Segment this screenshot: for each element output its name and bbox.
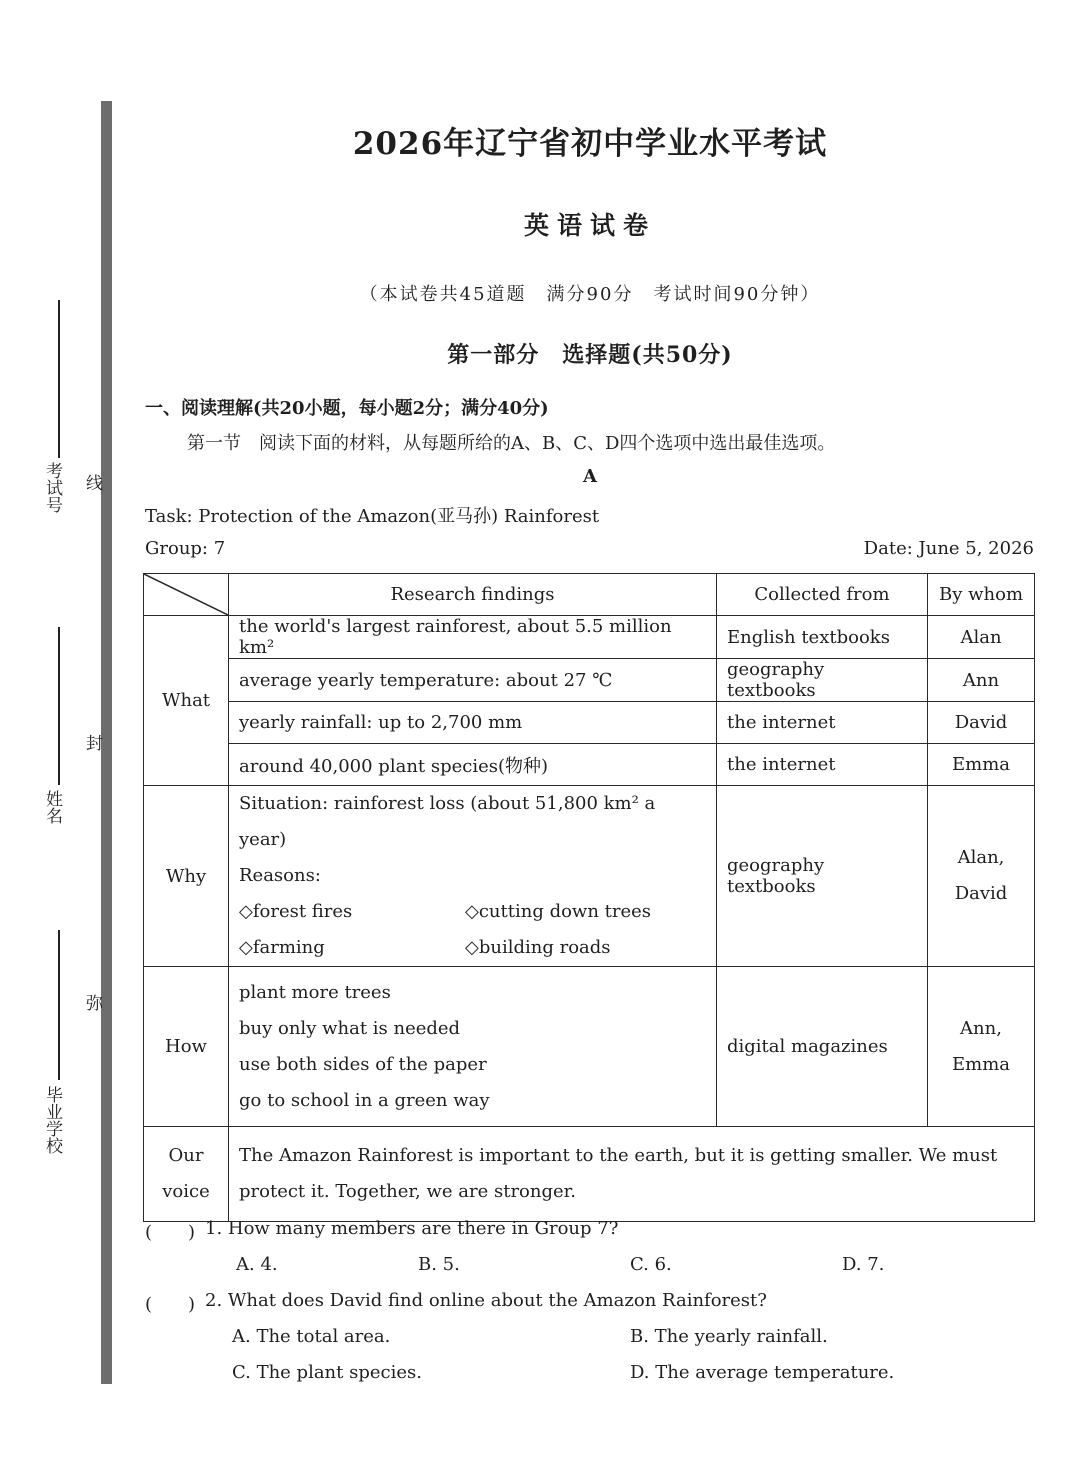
how-row: [144, 967, 1035, 1127]
option-a[interactable]: A. 4.: [236, 1254, 278, 1275]
section-instruction: 第一节 阅读下面的材料，从每题所给的A、B、C、D四个选项中选出最佳选项。: [187, 433, 836, 454]
table-row: [144, 702, 1035, 744]
school-line: [58, 930, 60, 1080]
seal-mi-char: 弥: [82, 994, 102, 1011]
who-name: Emma: [951, 1053, 1010, 1075]
group-label: Group: 7: [145, 538, 226, 559]
question-1-text: 1. How many members are there in Group 7?: [205, 1218, 619, 1239]
source-cell: the internet: [717, 744, 928, 786]
how-item: use both sides of the paper: [239, 1053, 487, 1075]
diagonal-corner-cell: [144, 574, 229, 616]
passage-label: A: [583, 466, 597, 487]
finding-cell: the world's largest rainforest, about 5.5 million km²: [229, 616, 717, 659]
who-cell: Alan: [928, 616, 1035, 659]
who-cell: [928, 967, 1035, 1127]
source-cell: the internet: [717, 702, 928, 744]
what-label: What: [144, 616, 229, 786]
voice-label-line: voice: [162, 1181, 210, 1202]
question-1-blank[interactable]: ( ): [145, 1222, 196, 1243]
table-row: [144, 744, 1035, 786]
source-cell: geography textbooks: [717, 659, 928, 702]
why-findings-cell: [229, 786, 717, 967]
header-findings: Research findings: [229, 574, 717, 616]
who-cell: Emma: [928, 744, 1035, 786]
how-item: plant more trees: [239, 981, 391, 1003]
who-name: Alan,: [957, 847, 1005, 868]
how-item: go to school in a green way: [239, 1089, 490, 1111]
reason-item: ◇cutting down trees: [465, 901, 652, 922]
header-collected-from: Collected from: [717, 574, 928, 616]
option-a[interactable]: A. The total area.: [232, 1326, 391, 1347]
source-cell: digital magazines: [717, 967, 928, 1127]
table-header-row: [144, 574, 1035, 616]
paper-subtitle: 英语试卷: [523, 211, 656, 240]
exam-no-label: 考试号: [42, 462, 62, 513]
reasons-label: Reasons:: [239, 865, 321, 886]
seal-line-char: 线: [82, 474, 102, 491]
reason-item: ◇farming: [239, 937, 325, 958]
who-cell: [928, 786, 1035, 967]
who-name: Ann,: [960, 1017, 1002, 1039]
question-2-blank[interactable]: ( ): [145, 1294, 196, 1315]
voice-text: protect it. Together, we are stronger.: [239, 1181, 577, 1202]
voice-row: [144, 1127, 1035, 1222]
situation-text: Situation: rainforest loss (about 51,800 km² a year): [239, 793, 656, 850]
seal-feng-char: 封: [82, 734, 102, 751]
option-b[interactable]: B. The yearly rainfall.: [630, 1326, 828, 1347]
school-label: 毕业学校: [42, 1086, 62, 1154]
reason-item: ◇forest fires: [239, 901, 353, 922]
name-line: [58, 627, 60, 785]
option-d[interactable]: D. The average temperature.: [630, 1362, 895, 1383]
table-row: [144, 659, 1035, 702]
source-cell: geography textbooks: [717, 786, 928, 967]
option-c[interactable]: C. The plant species.: [232, 1362, 422, 1383]
exam-no-line: [58, 300, 60, 458]
header-by-whom: By whom: [928, 574, 1035, 616]
finding-cell: around 40,000 plant species(物种): [229, 744, 717, 786]
voice-label: [144, 1127, 229, 1222]
how-findings-cell: [229, 967, 717, 1127]
date-label: Date: June 5, 2026: [863, 538, 1034, 559]
voice-label-line: Our: [168, 1145, 204, 1166]
option-c[interactable]: C. 6.: [630, 1254, 672, 1275]
voice-text: The Amazon Rainforest is important to the earth, but it is getting smaller. We must: [239, 1145, 998, 1166]
why-label: Why: [144, 786, 229, 967]
source-cell: English textbooks: [717, 616, 928, 659]
exam-title: 2026年辽宁省初中学业水平考试: [352, 126, 828, 162]
task-title: Task: Protection of the Amazon(亚马孙) Rainforest: [145, 506, 600, 527]
exam-note: （本试卷共45道题 满分90分 考试时间90分钟）: [359, 284, 821, 305]
voice-text-cell: [229, 1127, 1035, 1222]
reason-item: ◇building roads: [465, 937, 611, 958]
reasons-list: [239, 894, 706, 966]
name-label: 姓名: [42, 790, 62, 824]
research-table: [143, 573, 1035, 1222]
question-2-text: 2. What does David find online about the Amazon Rainforest?: [205, 1290, 767, 1311]
option-d[interactable]: D. 7.: [842, 1254, 885, 1275]
finding-cell: average yearly temperature: about 27 ℃: [229, 659, 717, 702]
option-b[interactable]: B. 5.: [418, 1254, 460, 1275]
who-cell: David: [928, 702, 1035, 744]
who-cell: Ann: [928, 659, 1035, 702]
how-label: How: [144, 967, 229, 1127]
section-heading: 一、阅读理解(共20小题，每小题2分；满分40分): [145, 398, 549, 419]
why-row: [144, 786, 1035, 967]
finding-cell: yearly rainfall: up to 2,700 mm: [229, 702, 717, 744]
who-name: David: [954, 883, 1008, 904]
part-heading: 第一部分 选择题(共50分): [447, 342, 733, 368]
table-row: [144, 616, 1035, 659]
how-item: buy only what is needed: [239, 1017, 461, 1039]
